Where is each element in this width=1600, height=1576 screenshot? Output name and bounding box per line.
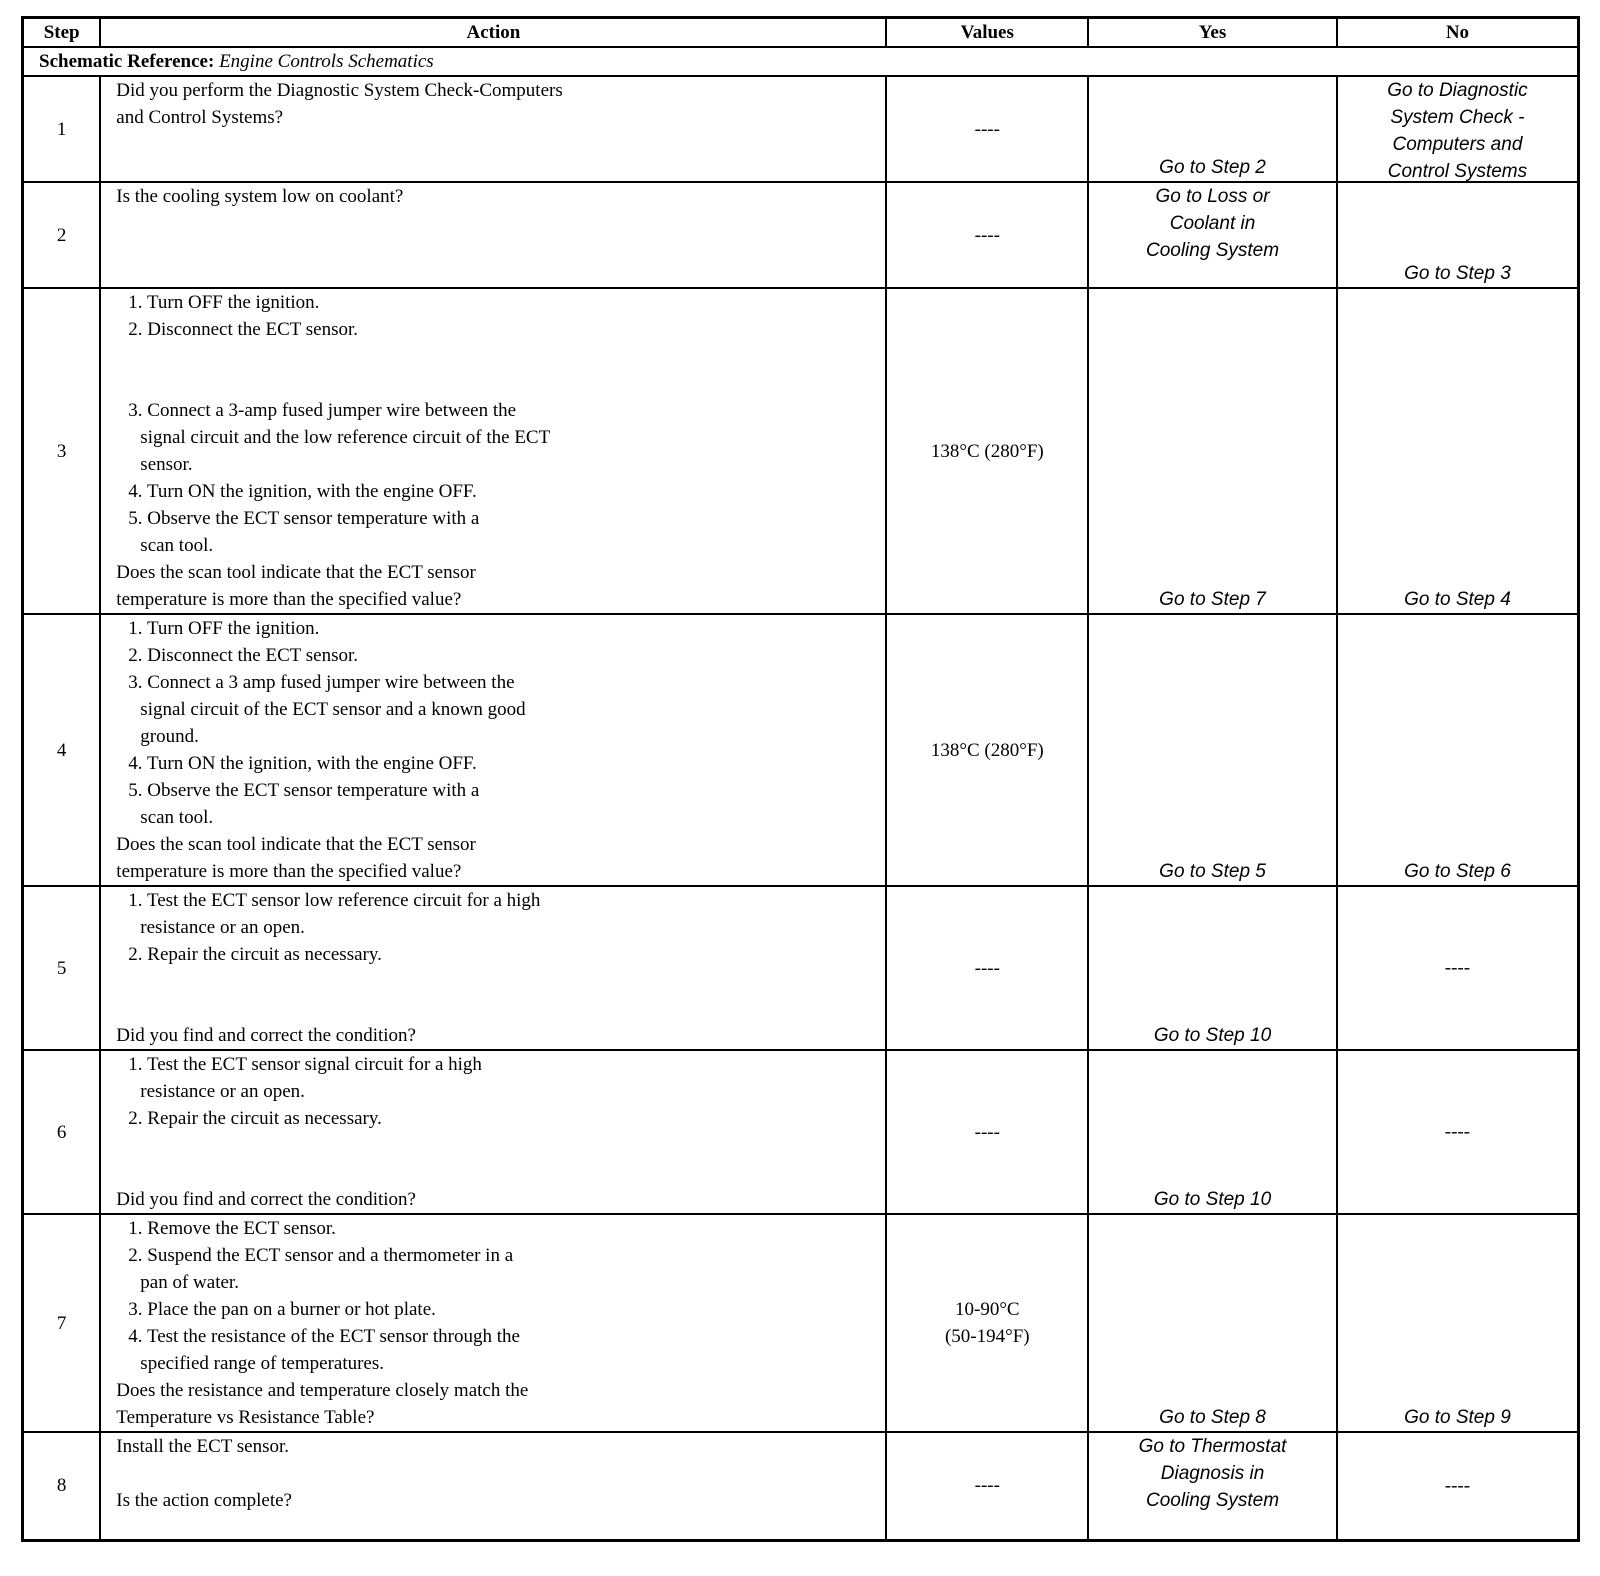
action-cell bbox=[100, 1432, 886, 1540]
table-row bbox=[23, 182, 1579, 288]
yes-cell bbox=[1088, 182, 1337, 288]
action-question: Does the scan tool indicate that the ECT sensor bbox=[116, 834, 476, 855]
action-line: 1. Turn OFF the ignition. bbox=[128, 292, 320, 313]
no-link: Go to Step 3 bbox=[1404, 263, 1511, 284]
action-line: 1. Test the ECT sensor signal circuit for a high bbox=[128, 1054, 482, 1075]
schematic-reference bbox=[23, 47, 1579, 76]
yes-link: Go to Step 2 bbox=[1159, 157, 1266, 178]
action-line: 1. Turn OFF the ignition. bbox=[128, 618, 320, 639]
values-line: 10-90°C bbox=[955, 1299, 1020, 1320]
schematic-row bbox=[23, 47, 1579, 76]
action-line: Did you perform the Diagnostic System Check-Computers bbox=[116, 80, 563, 101]
table-row bbox=[23, 1214, 1579, 1432]
action-question: temperature is more than the specified value? bbox=[116, 589, 462, 610]
table-row bbox=[23, 1432, 1579, 1540]
table-row bbox=[23, 1050, 1579, 1214]
action-cell bbox=[100, 288, 886, 614]
step-number: 1 bbox=[23, 76, 101, 182]
no-link: ---- bbox=[1444, 1121, 1471, 1143]
no-cell bbox=[1337, 182, 1579, 288]
no-cell bbox=[1337, 1050, 1579, 1214]
yes-link: Go to Step 7 bbox=[1159, 589, 1266, 610]
action-line: 1. Test the ECT sensor low reference circuit for a high bbox=[128, 890, 541, 911]
step-number: 2 bbox=[23, 182, 101, 288]
step-number: 7 bbox=[23, 1214, 101, 1432]
action-cell bbox=[100, 1214, 886, 1432]
yes-link: Go to Loss or bbox=[1155, 186, 1270, 207]
table-row bbox=[23, 288, 1579, 614]
action-line: sensor. bbox=[140, 454, 193, 475]
values-cell: ---- bbox=[886, 182, 1088, 288]
action-line: scan tool. bbox=[140, 807, 214, 828]
table-row bbox=[23, 614, 1579, 886]
step-number: 4 bbox=[23, 614, 101, 886]
yes-cell bbox=[1088, 1214, 1337, 1432]
table-row bbox=[23, 76, 1579, 182]
values-cell: ---- bbox=[886, 1050, 1088, 1214]
action-line: resistance or an open. bbox=[140, 1081, 305, 1102]
values-cell: ---- bbox=[886, 1432, 1088, 1540]
yes-link: Cooling System bbox=[1145, 240, 1280, 261]
action-line: 3. Connect a 3-amp fused jumper wire between the bbox=[128, 400, 517, 421]
action-line: 2. Disconnect the ECT sensor. bbox=[128, 645, 359, 666]
table-row bbox=[23, 886, 1579, 1050]
action-line: 2. Repair the circuit as necessary. bbox=[128, 1108, 382, 1129]
action-line: 4. Turn ON the ignition, with the engine OFF. bbox=[128, 481, 477, 502]
values-cell: ---- bbox=[886, 76, 1088, 182]
yes-link: Go to Step 5 bbox=[1159, 861, 1266, 882]
yes-cell bbox=[1088, 288, 1337, 614]
yes-link: Go to Step 10 bbox=[1153, 1025, 1272, 1046]
step-number: 3 bbox=[23, 288, 101, 614]
no-cell bbox=[1337, 886, 1579, 1050]
action-line: 3. Connect a 3 amp fused jumper wire between the bbox=[128, 672, 515, 693]
yes-cell bbox=[1088, 886, 1337, 1050]
yes-cell bbox=[1088, 614, 1337, 886]
no-link: Computers and bbox=[1392, 134, 1523, 155]
action-line: ground. bbox=[140, 726, 199, 747]
no-cell bbox=[1337, 76, 1579, 182]
no-cell bbox=[1337, 1432, 1579, 1540]
step-number: 5 bbox=[23, 886, 101, 1050]
action-question: Did you find and correct the condition? bbox=[116, 1189, 416, 1210]
action-line: 4. Test the resistance of the ECT sensor through the bbox=[128, 1326, 520, 1347]
schematic-value: Engine Controls Schematics bbox=[219, 51, 434, 72]
values-cell: 138°C (280°F) bbox=[886, 288, 1088, 614]
no-link: ---- bbox=[1444, 957, 1471, 979]
action-cell bbox=[100, 76, 886, 182]
header-yes: Yes bbox=[1088, 18, 1337, 48]
action-line: 4. Turn ON the ignition, with the engine OFF. bbox=[128, 753, 477, 774]
action-cell bbox=[100, 182, 886, 288]
action-line: and Control Systems? bbox=[116, 107, 284, 128]
values-cell: ---- bbox=[886, 886, 1088, 1050]
no-link: Go to Step 9 bbox=[1404, 1407, 1511, 1428]
action-line: pan of water. bbox=[140, 1272, 239, 1293]
no-link: Go to Step 6 bbox=[1404, 861, 1511, 882]
values-cell: 138°C (280°F) bbox=[886, 614, 1088, 886]
no-cell bbox=[1337, 1214, 1579, 1432]
header-action: Action bbox=[100, 18, 886, 48]
yes-link: Go to Step 8 bbox=[1159, 1407, 1266, 1428]
action-line: Install the ECT sensor. bbox=[116, 1436, 290, 1457]
no-link: ---- bbox=[1444, 1475, 1471, 1497]
action-line: 2. Repair the circuit as necessary. bbox=[128, 944, 382, 965]
action-line: 1. Remove the ECT sensor. bbox=[128, 1218, 336, 1239]
header-step: Step bbox=[23, 18, 101, 48]
no-cell bbox=[1337, 288, 1579, 614]
action-line: 2. Disconnect the ECT sensor. bbox=[128, 319, 359, 340]
no-link: Control Systems bbox=[1387, 161, 1528, 182]
action-line: signal circuit of the ECT sensor and a known good bbox=[140, 699, 526, 720]
no-cell bbox=[1337, 614, 1579, 886]
action-line: Is the cooling system low on coolant? bbox=[116, 186, 404, 207]
action-question: Temperature vs Resistance Table? bbox=[116, 1407, 375, 1428]
action-line: specified range of temperatures. bbox=[140, 1353, 385, 1374]
yes-cell bbox=[1088, 76, 1337, 182]
action-question: Did you find and correct the condition? bbox=[116, 1025, 416, 1046]
yes-link: Cooling System bbox=[1145, 1490, 1280, 1511]
action-line: 2. Suspend the ECT sensor and a thermometer in a bbox=[128, 1245, 514, 1266]
header-no: No bbox=[1337, 18, 1579, 48]
yes-cell bbox=[1088, 1432, 1337, 1540]
no-link: System Check - bbox=[1390, 107, 1525, 128]
no-link: Go to Step 4 bbox=[1404, 589, 1511, 610]
values-line: (50-194°F) bbox=[944, 1326, 1030, 1347]
schematic-label: Schematic Reference: bbox=[39, 51, 215, 72]
step-number: 8 bbox=[23, 1432, 101, 1540]
action-cell bbox=[100, 886, 886, 1050]
action-line: resistance or an open. bbox=[140, 917, 305, 938]
action-question: Is the action complete? bbox=[116, 1490, 292, 1511]
yes-link: Go to Thermostat bbox=[1138, 1436, 1287, 1457]
action-cell bbox=[100, 1050, 886, 1214]
no-link: Go to Diagnostic bbox=[1387, 80, 1528, 101]
values-cell bbox=[886, 1214, 1088, 1432]
action-question: Does the resistance and temperature closely match the bbox=[116, 1380, 529, 1401]
yes-link: Coolant in bbox=[1169, 213, 1256, 234]
action-question: Does the scan tool indicate that the ECT sensor bbox=[116, 562, 476, 583]
action-line: 3. Place the pan on a burner or hot plate. bbox=[128, 1299, 436, 1320]
header-values: Values bbox=[886, 18, 1088, 48]
diagnostic-table bbox=[21, 16, 1580, 1542]
action-line: 5. Observe the ECT sensor temperature with a bbox=[128, 780, 480, 801]
header-row bbox=[23, 18, 1579, 48]
action-line: signal circuit and the low reference circuit of the ECT bbox=[140, 427, 551, 448]
yes-link: Go to Step 10 bbox=[1153, 1189, 1272, 1210]
action-cell bbox=[100, 614, 886, 886]
step-number: 6 bbox=[23, 1050, 101, 1214]
action-line: scan tool. bbox=[140, 535, 214, 556]
yes-cell bbox=[1088, 1050, 1337, 1214]
action-question: temperature is more than the specified value? bbox=[116, 861, 462, 882]
yes-link: Diagnosis in bbox=[1160, 1463, 1265, 1484]
action-line: 5. Observe the ECT sensor temperature with a bbox=[128, 508, 480, 529]
